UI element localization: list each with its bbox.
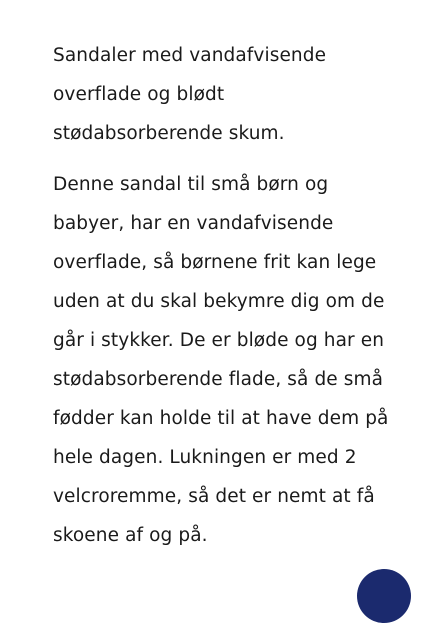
description-intro: Sandaler med vandafvisende overflade og blødt stødabsorberende skum.: [53, 45, 327, 144]
floating-action-button[interactable]: [357, 569, 411, 623]
product-description: [53, 36, 393, 555]
description-body: Denne sandal til små børn og babyer, har en vandafvisende overflade, så børnene frit kan lege uden at du skal bekymre dig om de går i stykker. De er bløde og har en stødabsorberende flade, så de små fødder kan holde til at have dem på hele dagen. Lukningen er med 2 velcroremme, så det er nemt at få skoene af og på.: [53, 174, 389, 546]
